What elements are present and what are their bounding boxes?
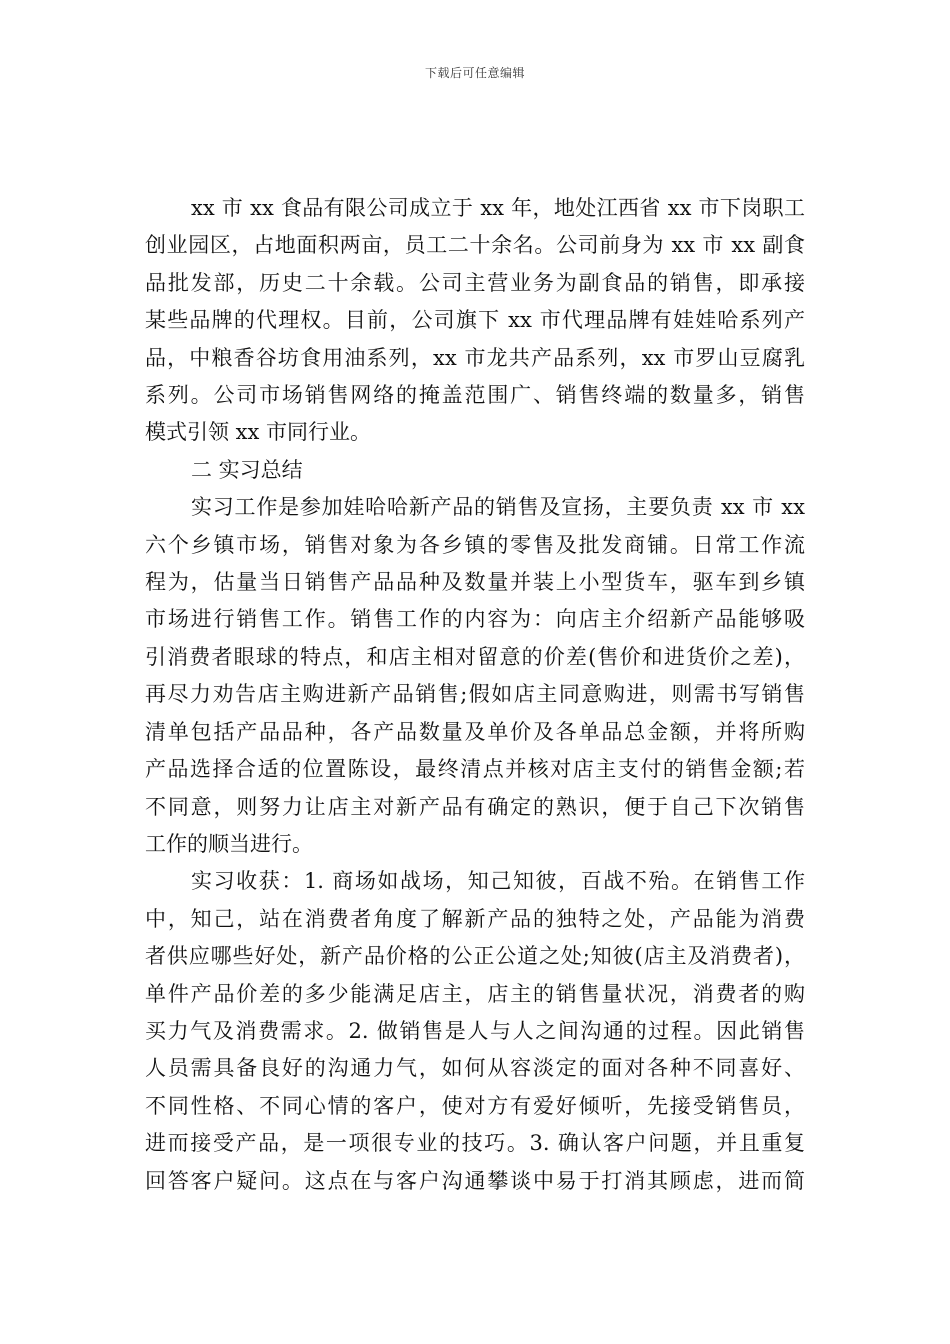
text-line: 实习收获：1. 商场如战场，知己知彼，百战不殆。在销售工作 [191,869,805,894]
text-line: 中，知己，站在消费者角度了解新产品的独特之处，产品能为消费 [145,906,805,931]
section-heading: 二 实习总结 [191,457,303,482]
text-line: 买力气及消费需求。2. 做销售是人与人之间沟通的过程。因此销售 [145,1018,805,1043]
document-body [145,190,805,1200]
text-line: 产品选择合适的位置陈设，最终清点并核对店主支付的销售金额;若 [145,757,805,782]
text-line: 系列。公司市场销售网络的掩盖范围广、销售终端的数量多，销售 [145,383,805,408]
text-line: 程为，估量当日销售产品品种及数量并装上小型货车，驱车到乡镇 [145,570,805,595]
text-line: 进而接受产品，是一项很专业的技巧。3. 确认客户问题，并且重复 [145,1131,805,1156]
text-line: 品批发部，历史二十余载。公司主营业务为副食品的销售，即承接 [145,270,805,295]
text-line: 者供应哪些好处，新产品价格的公正公道之处;知彼(店主及消费者)， [145,944,805,969]
internship-gains-paragraph [145,863,805,1200]
text-line: 不同性格、不同心情的客户，使对方有爱好倾听，先接受销售员， [145,1093,805,1118]
text-line: 单件产品价差的多少能满足店主，店主的销售量状况，消费者的购 [145,981,805,1006]
text-line: 引消费者眼球的特点，和店主相对留意的价差(售价和进货价之差)， [145,644,805,669]
text-line: 不同意，则努力让店主对新产品有确定的熟识，便于自己下次销售 [145,794,805,819]
text-line: 市场进行销售工作。销售工作的内容为：向店主介绍新产品能够吸 [145,607,805,632]
company-intro-paragraph [145,190,805,452]
text-line: 某些品牌的代理权。目前，公司旗下 xx 市代理品牌有娃娃哈系列产 [145,308,805,333]
text-line: 六个乡镇市场，销售对象为各乡镇的零售及批发商铺。日常工作流 [145,532,805,557]
text-line: 清单包括产品品种，各产品数量及单价及各单品总金额，并将所购 [145,719,805,744]
text-line: 再尽力劝告店主购进新产品销售;假如店主同意购进，则需书写销售 [145,682,805,707]
internship-work-paragraph [145,489,805,863]
text-line: 创业园区，占地面积两亩，员工二十余名。公司前身为 xx 市 xx 副食 [145,233,805,258]
text-line: 工作的顺当进行。 [145,831,313,856]
text-line: 品，中粮香谷坊食用油系列，xx 市龙共产品系列，xx 市罗山豆腐乳 [145,345,805,370]
page-header: 下载后可任意编辑 [424,66,525,80]
text-line: xx 市 xx 食品有限公司成立于 xx 年，地处江西省 xx 市下岗职工 [191,196,805,220]
text-line: 实习工作是参加娃哈哈新产品的销售及宣扬，主要负责 xx 市 xx [191,495,805,520]
text-line: 回答客户疑问。这点在与客户沟通攀谈中易于打消其顾虑，进而简 [145,1168,805,1193]
text-line: 人员需具备良好的沟通力气，如何从容淡定的面对各种不同喜好、 [145,1056,805,1081]
text-line: 模式引领 xx 市同行业。 [145,420,372,445]
